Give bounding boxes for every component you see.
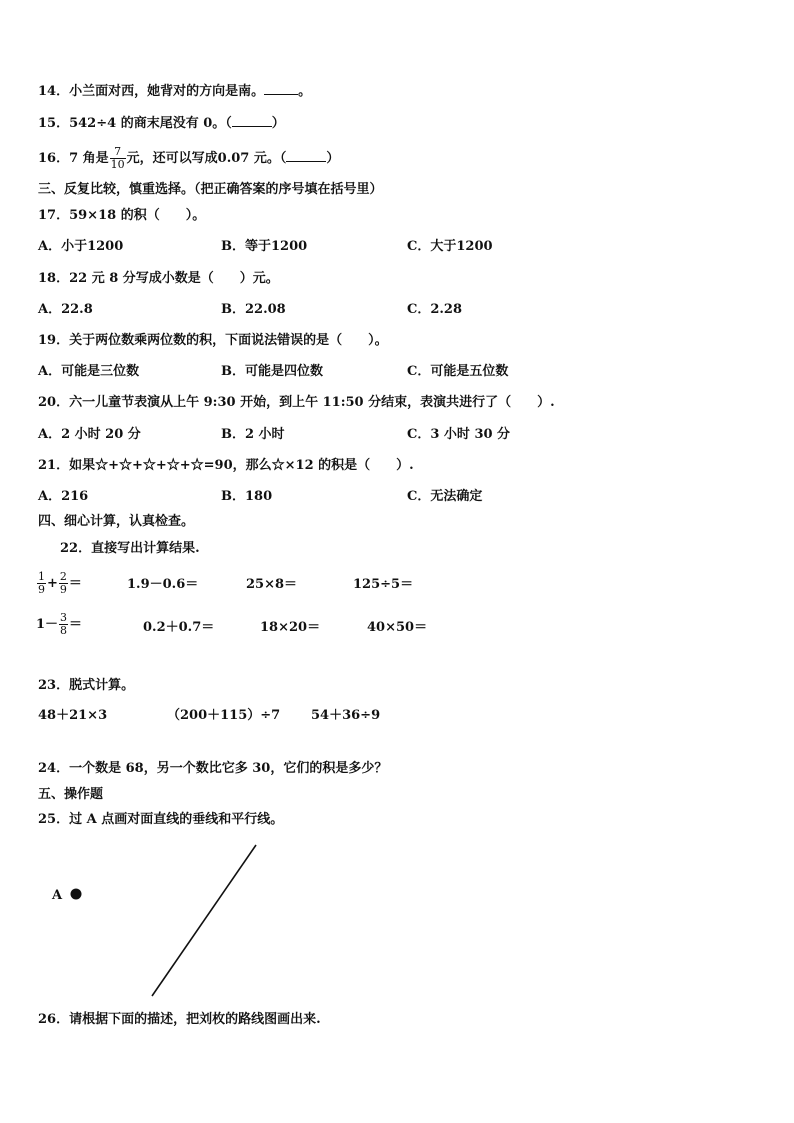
answer-blank[interactable] [264,94,298,95]
option-a[interactable]: A．216 [38,489,89,504]
equals-sign: ＝ [69,617,83,632]
calc-23-a: 48＋21×3 [38,708,108,723]
numerator: 2 [59,570,67,583]
option-c[interactable]: C．大于1200 [407,239,493,254]
option-c[interactable]: C．可能是五位数 [407,364,509,379]
question-26: 26．请根据下面的描述，把刘枚的路线图画出来. [38,1012,321,1027]
calc-r1-b: 1.9－0.6＝ [127,577,199,592]
question-text: 元，还可以写成0.07 元。（ [126,151,287,166]
question-25: 25．过 A 点画对面直线的垂线和平行线。 [38,812,284,827]
denominator: 9 [59,583,67,596]
answer-blank[interactable] [232,126,272,127]
question-number: 16． [38,151,70,166]
option-c[interactable]: C．2.28 [407,302,463,317]
denominator: 8 [60,624,68,637]
fraction [110,146,126,171]
question-number: 14． [38,84,70,99]
equals-sign: ＝ [68,576,82,591]
option-b[interactable]: B．2 小时 [221,427,285,442]
question-22: 22．直接写出计算结果. [60,541,200,556]
expression: 1－ [36,617,59,632]
question-text: 小兰面对西，她背对的方向是南。 [69,84,265,99]
option-a[interactable]: A．2 小时 20 分 [38,427,141,442]
question-number: 15． [38,116,70,131]
calc-r1-a [36,571,82,596]
calc-23-c: 54＋36÷9 [311,708,381,723]
question-19: 19．关于两位数乘两位数的积，下面说法错误的是（ ）。 [38,333,388,348]
numerator: 3 [60,611,68,624]
fraction [37,571,46,596]
option-b[interactable]: B．22.08 [221,302,286,317]
denominator: 9 [38,583,45,596]
calc-r2-b: 0.2＋0.7＝ [143,620,215,635]
section-4-title: 四、细心计算，认真检查。 [38,514,195,529]
calc-23-b: （200＋115）÷7 [167,708,281,723]
point-a [71,889,82,900]
section-5-title: 五、操作题 [38,787,104,802]
punct: ） [326,151,340,166]
question-18: 18．22 元 8 分写成小数是（ ）元。 [38,271,279,286]
option-a[interactable]: A．可能是三位数 [38,364,140,379]
option-c[interactable]: C．无法确定 [407,489,483,504]
question-17: 17．59×18 的积（ ）。 [38,208,206,223]
question-text: 542÷4 的商末尾没有 0。（ [69,116,232,131]
calc-r2-d: 40×50＝ [367,620,428,635]
question-15 [38,115,285,133]
question-text: 7 角是 [69,151,109,166]
section-3-title: 三、反复比较，慎重选择。（把正确答案的序号填在括号里） [38,182,383,197]
question-20: 20．六一儿童节表演从上午 9:30 开始，到上午 11:50 分结束，表演共进行了（ ）. [38,395,555,410]
calc-r2-a [36,612,82,637]
punct: ） [271,116,285,131]
question-21: 21．如果☆+☆+☆+☆+☆=90，那么☆×12 的积是（ ）. [38,458,414,473]
calc-r1-c: 25×8＝ [246,577,298,592]
numerator: 1 [38,570,45,583]
question-24: 24．一个数是 68，另一个数比它多 30，它们的积是多少？ [38,761,388,776]
answer-blank[interactable] [286,161,326,162]
calc-r1-d: 125÷5＝ [353,577,414,592]
option-b[interactable]: B．180 [221,489,273,504]
option-c[interactable]: C．3 小时 30 分 [407,427,511,442]
point-a-label: A [52,888,63,903]
option-b[interactable]: B．等于1200 [221,239,308,254]
question-16 [38,146,339,171]
option-a[interactable]: A．小于1200 [38,239,124,254]
question-14 [38,83,311,101]
plus-sign: + [47,576,58,591]
fraction [59,612,68,637]
question-23: 23．脱式计算。 [38,678,135,693]
option-a[interactable]: A．22.8 [38,302,93,317]
given-line [152,845,256,996]
denominator: 10 [110,158,125,171]
numerator: 7 [110,146,126,159]
calc-r2-c: 18×20＝ [260,620,321,635]
punct: 。 [298,84,312,99]
option-b[interactable]: B．可能是四位数 [221,364,323,379]
fraction [59,571,68,596]
